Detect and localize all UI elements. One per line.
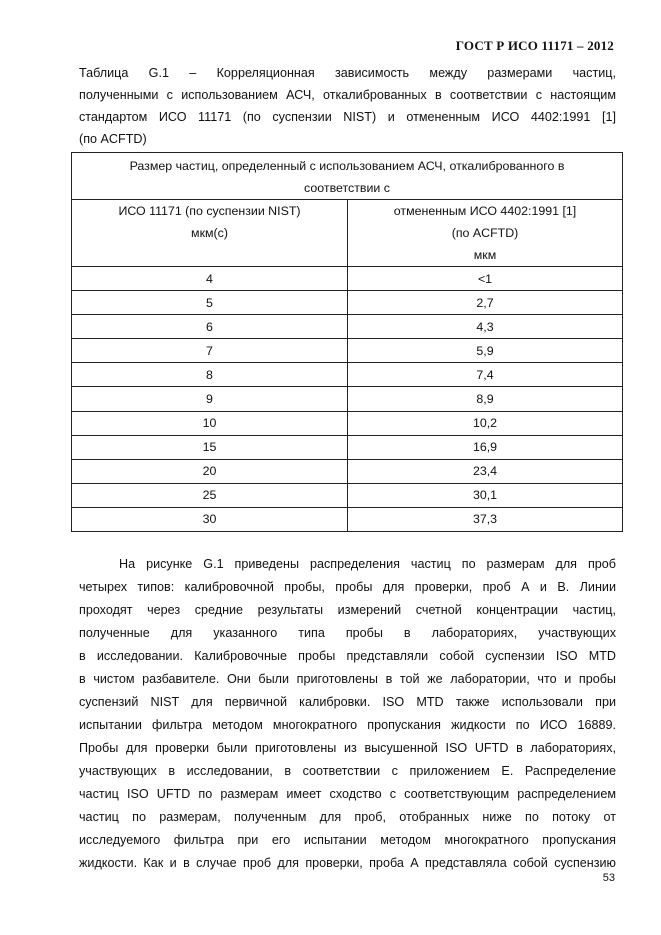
acftd-size-cell: 5,9 [348,339,623,363]
body-line: в чистом разбавителе. Они были приготовлены в той же лаборатории, что и пробы [79,672,616,686]
nist-size-cell: 4 [72,267,348,291]
nist-size-cell: 15 [72,435,348,459]
table-row [72,483,623,507]
correlation-table [71,152,623,532]
nist-size-cell: 8 [72,363,348,387]
table-row [72,291,623,315]
acftd-size-cell: 8,9 [348,387,623,411]
acftd-size-cell: 2,7 [348,291,623,315]
caption-line: Таблица G.1 – Корреляционная зависимость между размерами частиц, [79,66,616,80]
caption-line: (по ACFTD) [79,132,147,146]
body-line: проходят через средние результаты измерений счетной концентрации частиц, [79,603,616,617]
column-header-line: ИСО 11171 (по суспензии NIST) [118,204,301,218]
column-header-line: отмененным ИСО 4402:1991 [1] [393,204,577,218]
acftd-size-cell: 4,3 [348,315,623,339]
acftd-size-cell: 7,4 [348,363,623,387]
table-row [72,387,623,411]
column-header-nist [72,200,348,245]
column-header-line: (по ACFTD) [451,226,519,240]
table-row [72,459,623,483]
table-row [72,363,623,387]
table-header-units [72,244,623,267]
nist-size-cell: 20 [72,459,348,483]
header-group-cell [72,153,623,200]
body-paragraph [79,553,616,875]
body-line: суспензий NIST для первичной калибровки. ISO MTD также использовали при [79,695,616,709]
table-row [72,411,623,435]
nist-size-cell: 30 [72,507,348,531]
body-line: четырех типов: калибровочной пробы, пробы для проверки, проб А и В. Линии [79,580,616,594]
table-caption [79,62,616,150]
body-line: Пробы для проверки были приготовлены из высушенной ISO UFTD в лабораториях, [79,741,616,755]
body-line: испытании фильтра методом многократного пропускания жидкости по ИСО 16889. [79,718,616,732]
header-group-line: соответствии с [304,181,390,195]
body-line: жидкости. Как и в случае проб для проверки, проба А представляла собой суспензию [79,856,616,870]
nist-size-cell: 6 [72,315,348,339]
body-line: На рисунке G.1 приведены распределения частиц по размерам для проб [119,557,616,571]
table-row [72,435,623,459]
column-header-line: мкм(с) [191,226,228,240]
body-line: исследуемого фильтра при его испытании методом многократного пропускания [79,833,616,847]
caption-line: стандартом ИСО 11171 (по суспензии NIST) и отмененным ИСО 4402:1991 [1] [79,110,616,124]
body-line: участвующих в исследовании, в соответствии с приложением Е. Распределение [79,764,616,778]
acftd-size-cell: 23,4 [348,459,623,483]
units-cell-empty [72,244,348,267]
table-row [72,507,623,531]
document-header: ГОСТ Р ИСО 11171 – 2012 [455,38,614,53]
acftd-size-cell: 16,9 [348,435,623,459]
page-number: 53 [602,872,615,884]
acftd-size-cell: 30,1 [348,483,623,507]
body-line: частиц по размерам, полученным для проб, отобранных ниже по потоку от [79,810,616,824]
table-header-sub [72,200,623,245]
table-row [72,267,623,291]
table-row [72,315,623,339]
acftd-size-cell: 10,2 [348,411,623,435]
column-header-acftd [348,200,623,245]
caption-line: полученными с использованием АСЧ, откалиброванных в соответствии с настоящим [79,88,616,102]
nist-size-cell: 9 [72,387,348,411]
acftd-size-cell: <1 [348,267,623,291]
nist-size-cell: 25 [72,483,348,507]
header-group-line: Размер частиц, определенный с использованием АСЧ, откалиброванного в [129,159,565,173]
acftd-size-cell: 37,3 [348,507,623,531]
body-line: полученные для указанного типа пробы в лабораториях, участвующих [79,626,616,640]
table-row [72,339,623,363]
nist-size-cell: 7 [72,339,348,363]
units-cell: мкм [348,244,623,267]
nist-size-cell: 5 [72,291,348,315]
table-header-top [72,153,623,200]
nist-size-cell: 10 [72,411,348,435]
body-line: частиц ISO UFTD по размерам имеет сходство с соответствующим распределением [79,787,616,801]
body-line: в исследовании. Калибровочные пробы представляли собой суспензии ISO MTD [79,649,616,663]
